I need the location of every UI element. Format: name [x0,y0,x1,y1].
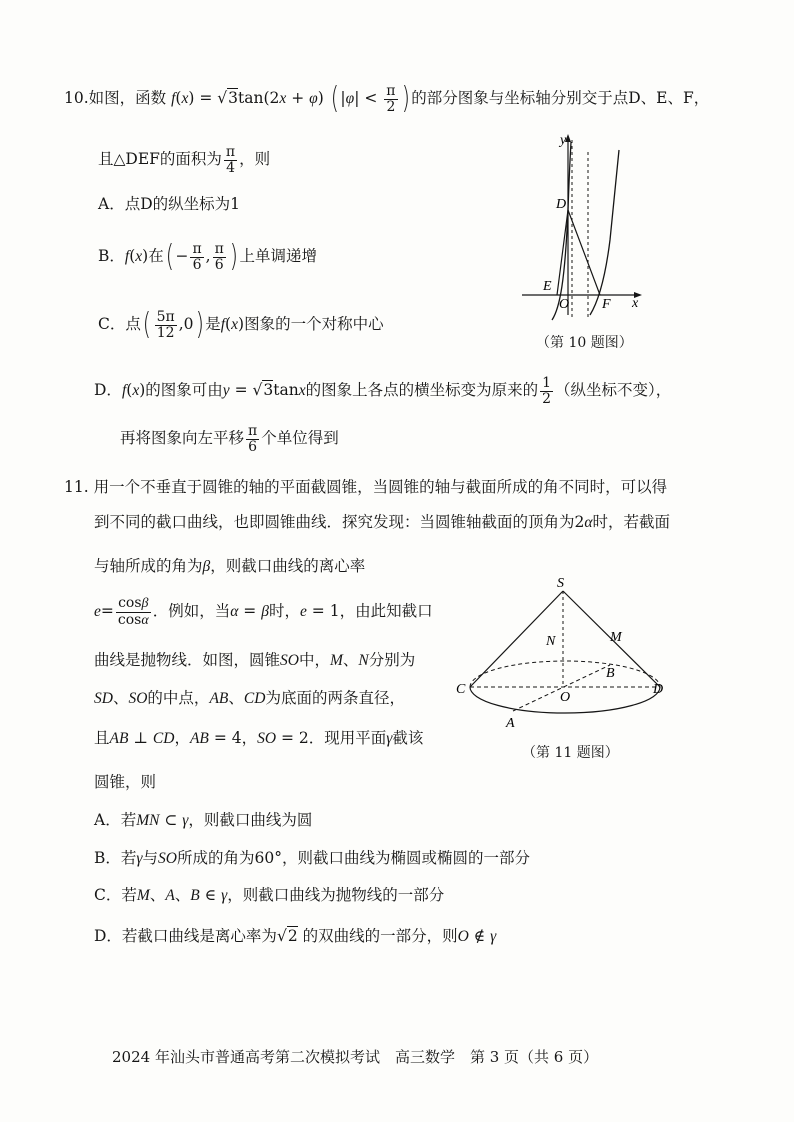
q11-text1: 用一个不垂直于圆锥的轴的平面截圆锥，当圆锥的轴与截面所成的角不同时，可以得 [93,478,668,496]
q11-option-c: C．若M、A、B ∈ γ，则截口曲线为抛物线的一部分 [94,886,445,904]
q10-option-c: C．点( $\frac{5\pi}{12}$ ,0) 是f(x)图象的一个对称中心 [98,307,384,343]
q10-option-d: D．f(x)的图象可由y = √3tanx的图象上各点的横坐标变为原来的 $\frac{1}{2}$ （纵坐标不变）， [94,375,672,407]
q11-text7b: ．现用平面 [308,729,387,747]
q11-number: 11. [64,478,89,496]
q11-option-b-label: B．若 [94,849,137,867]
q11-text5c: 分别为 [368,651,416,669]
q11-label-A: A [506,716,515,731]
q11-text5b: 中， [298,651,330,669]
q10-label-O: O [559,297,570,312]
q10-option-b: B．f(x)在( − $\frac{\pi}{6}$ , $\frac{\pi}{6}$ ) 上单调递增 [98,239,318,275]
q10-option-b-text1: 在 [148,247,164,266]
q11-text6b: 为底面的两条直径， [265,689,405,707]
q11-label-M: M [610,630,622,645]
q11-line7: 且AB ⊥ CD，AB = 4，SO = 2．现用平面γ截该 [94,729,424,747]
q10-number: 10. [64,89,89,108]
q11-option-d: D．若截口曲线是离心率为√2 的双曲线的一部分，则O ∉ γ [94,927,497,945]
q10-stem-tail: 的部分图象与坐标轴分别交于点D、E、F， [411,89,710,108]
q10-option-d-text2: 的图象上各点的横坐标变为原来的 [305,381,539,400]
q10-stem-line1: 10.如图，函数 f(x) = √3tan(2x + φ) ( |φ| < $\frac{\pi}{2}$ ) 的部分图象与坐标轴分别交于点D、E、F， [64,81,710,117]
q10-stem-line2: 且△DEF的面积为 $\frac{\pi}{4}$ ，则 [98,144,271,176]
q11-option-b: B．若γ与SO所成的角为60°，则截口曲线为椭圆或椭圆的一部分 [94,849,530,867]
q11-text5a: 曲线是抛物线．如图，圆锥 [94,651,281,669]
q11-line3: 与轴所成的角为β，则截口曲线的离心率 [94,557,366,575]
q11-option-c-text: ，则截口曲线为抛物线的一部分 [227,886,445,904]
q11-text6a: 的中点， [147,689,210,707]
q11-text3b: ，则截口曲线的离心率 [210,557,366,575]
q10-figure [510,130,660,325]
page-footer: 2024 年汕头市普通高考第二次模拟考试 高三数学 第 3 页（共 6 页） [112,1048,599,1066]
q11-option-b-text1: 与 [142,849,159,867]
q10-curve-right [590,150,619,315]
q11-label-D: D [653,682,664,697]
q11-line2: 到不同的截口曲线，也即圆锥曲线．探究发现：当圆锥轴截面的顶角为2α时，若截面 [94,513,671,531]
q11-line8: 圆锥，则 [94,773,157,791]
q10-function: f [171,90,176,108]
q11-text2b: 时，若截面 [592,513,671,531]
q11-option-c-label: C．若 [94,886,137,904]
q10-option-c-text2: 图象的一个对称中心 [244,315,384,334]
q11-line5: 曲线是抛物线．如图，圆锥SO中，M、N分别为 [94,651,416,669]
q10-option-a: A．点D的纵坐标为1 [98,195,240,213]
q10-label-F: F [602,297,611,312]
q10-option-d-label: D． [94,381,122,400]
q10-option-b-text2: 上单调递增 [239,247,318,266]
q11-text4b: 时， [268,602,300,621]
q10-label-D: D [556,197,567,212]
q11-text7a: 且 [94,729,110,747]
q10-area-tail: ，则 [239,150,271,169]
q10-caption: （第 10 题图） [536,335,633,351]
q10-option-d-text5: 个单位得到 [261,429,339,448]
q10-option-d-line2: 再将图象向左平移 $\frac{\pi}{6}$ 个单位得到 [120,423,339,455]
q10-label-x: x [632,296,639,311]
q10-triangle-def [557,210,600,295]
q11-line4: e= $\frac{\cos\beta}{\cos\alpha}$ ．例如，当α = β时，e = 1，由此知截口 [94,595,433,628]
q10-label-y: y [560,133,567,148]
q10-label-E: E [543,279,552,294]
q11-label-B: B [606,666,615,681]
q11-option-a-label: A．若 [94,811,137,829]
q11-label-O: O [560,690,571,705]
q11-option-d-label: D．若截口曲线是离心率为 [94,927,277,945]
q11-option-d-text: 的双曲线的一部分，则 [297,927,458,945]
q11-label-N: N [546,634,556,649]
q10-option-c-label: C．点 [98,315,141,334]
q11-line1 [64,475,667,497]
q10-option-d-text4: 再将图象向左平移 [120,429,245,448]
q11-figure [450,575,680,735]
q10-area-text: 且△DEF的面积为 [98,150,222,169]
q10-option-c-text1: 是 [205,315,221,334]
q11-text2a: 到不同的截口曲线，也即圆锥曲线．探究发现：当圆锥轴截面的顶角为 [94,513,575,531]
q11-text4c: ，由此知截口 [339,602,433,621]
q10-option-d-text1: 的图象可由 [145,381,223,400]
q11-text4a: ．例如，当 [152,602,231,621]
q11-caption: （第 11 题图） [522,745,619,761]
q11-option-b-text2: 所成的角为 [176,849,255,867]
q11-label-S: S [557,576,564,591]
q11-base-back [470,661,660,687]
q10-intro: 如图，函数 [88,89,167,108]
q11-option-b-text3: ，则截口曲线为椭圆或椭圆的一部分 [281,849,530,867]
q10-option-d-text3: （纵坐标不变）， [555,381,672,400]
q11-text7c: 截该 [392,729,424,747]
q11-option-a: A．若MN ⊂ γ，则截口曲线为圆 [94,811,313,829]
q11-text3a: 与轴所成的角为 [94,557,203,575]
q11-line6: SD、SO的中点，AB、CD为底面的两条直径， [94,689,405,707]
q11-label-C: C [456,682,466,697]
q11-option-a-text: ，则截口曲线为圆 [188,811,313,829]
q10-option-b-label: B． [98,247,125,266]
